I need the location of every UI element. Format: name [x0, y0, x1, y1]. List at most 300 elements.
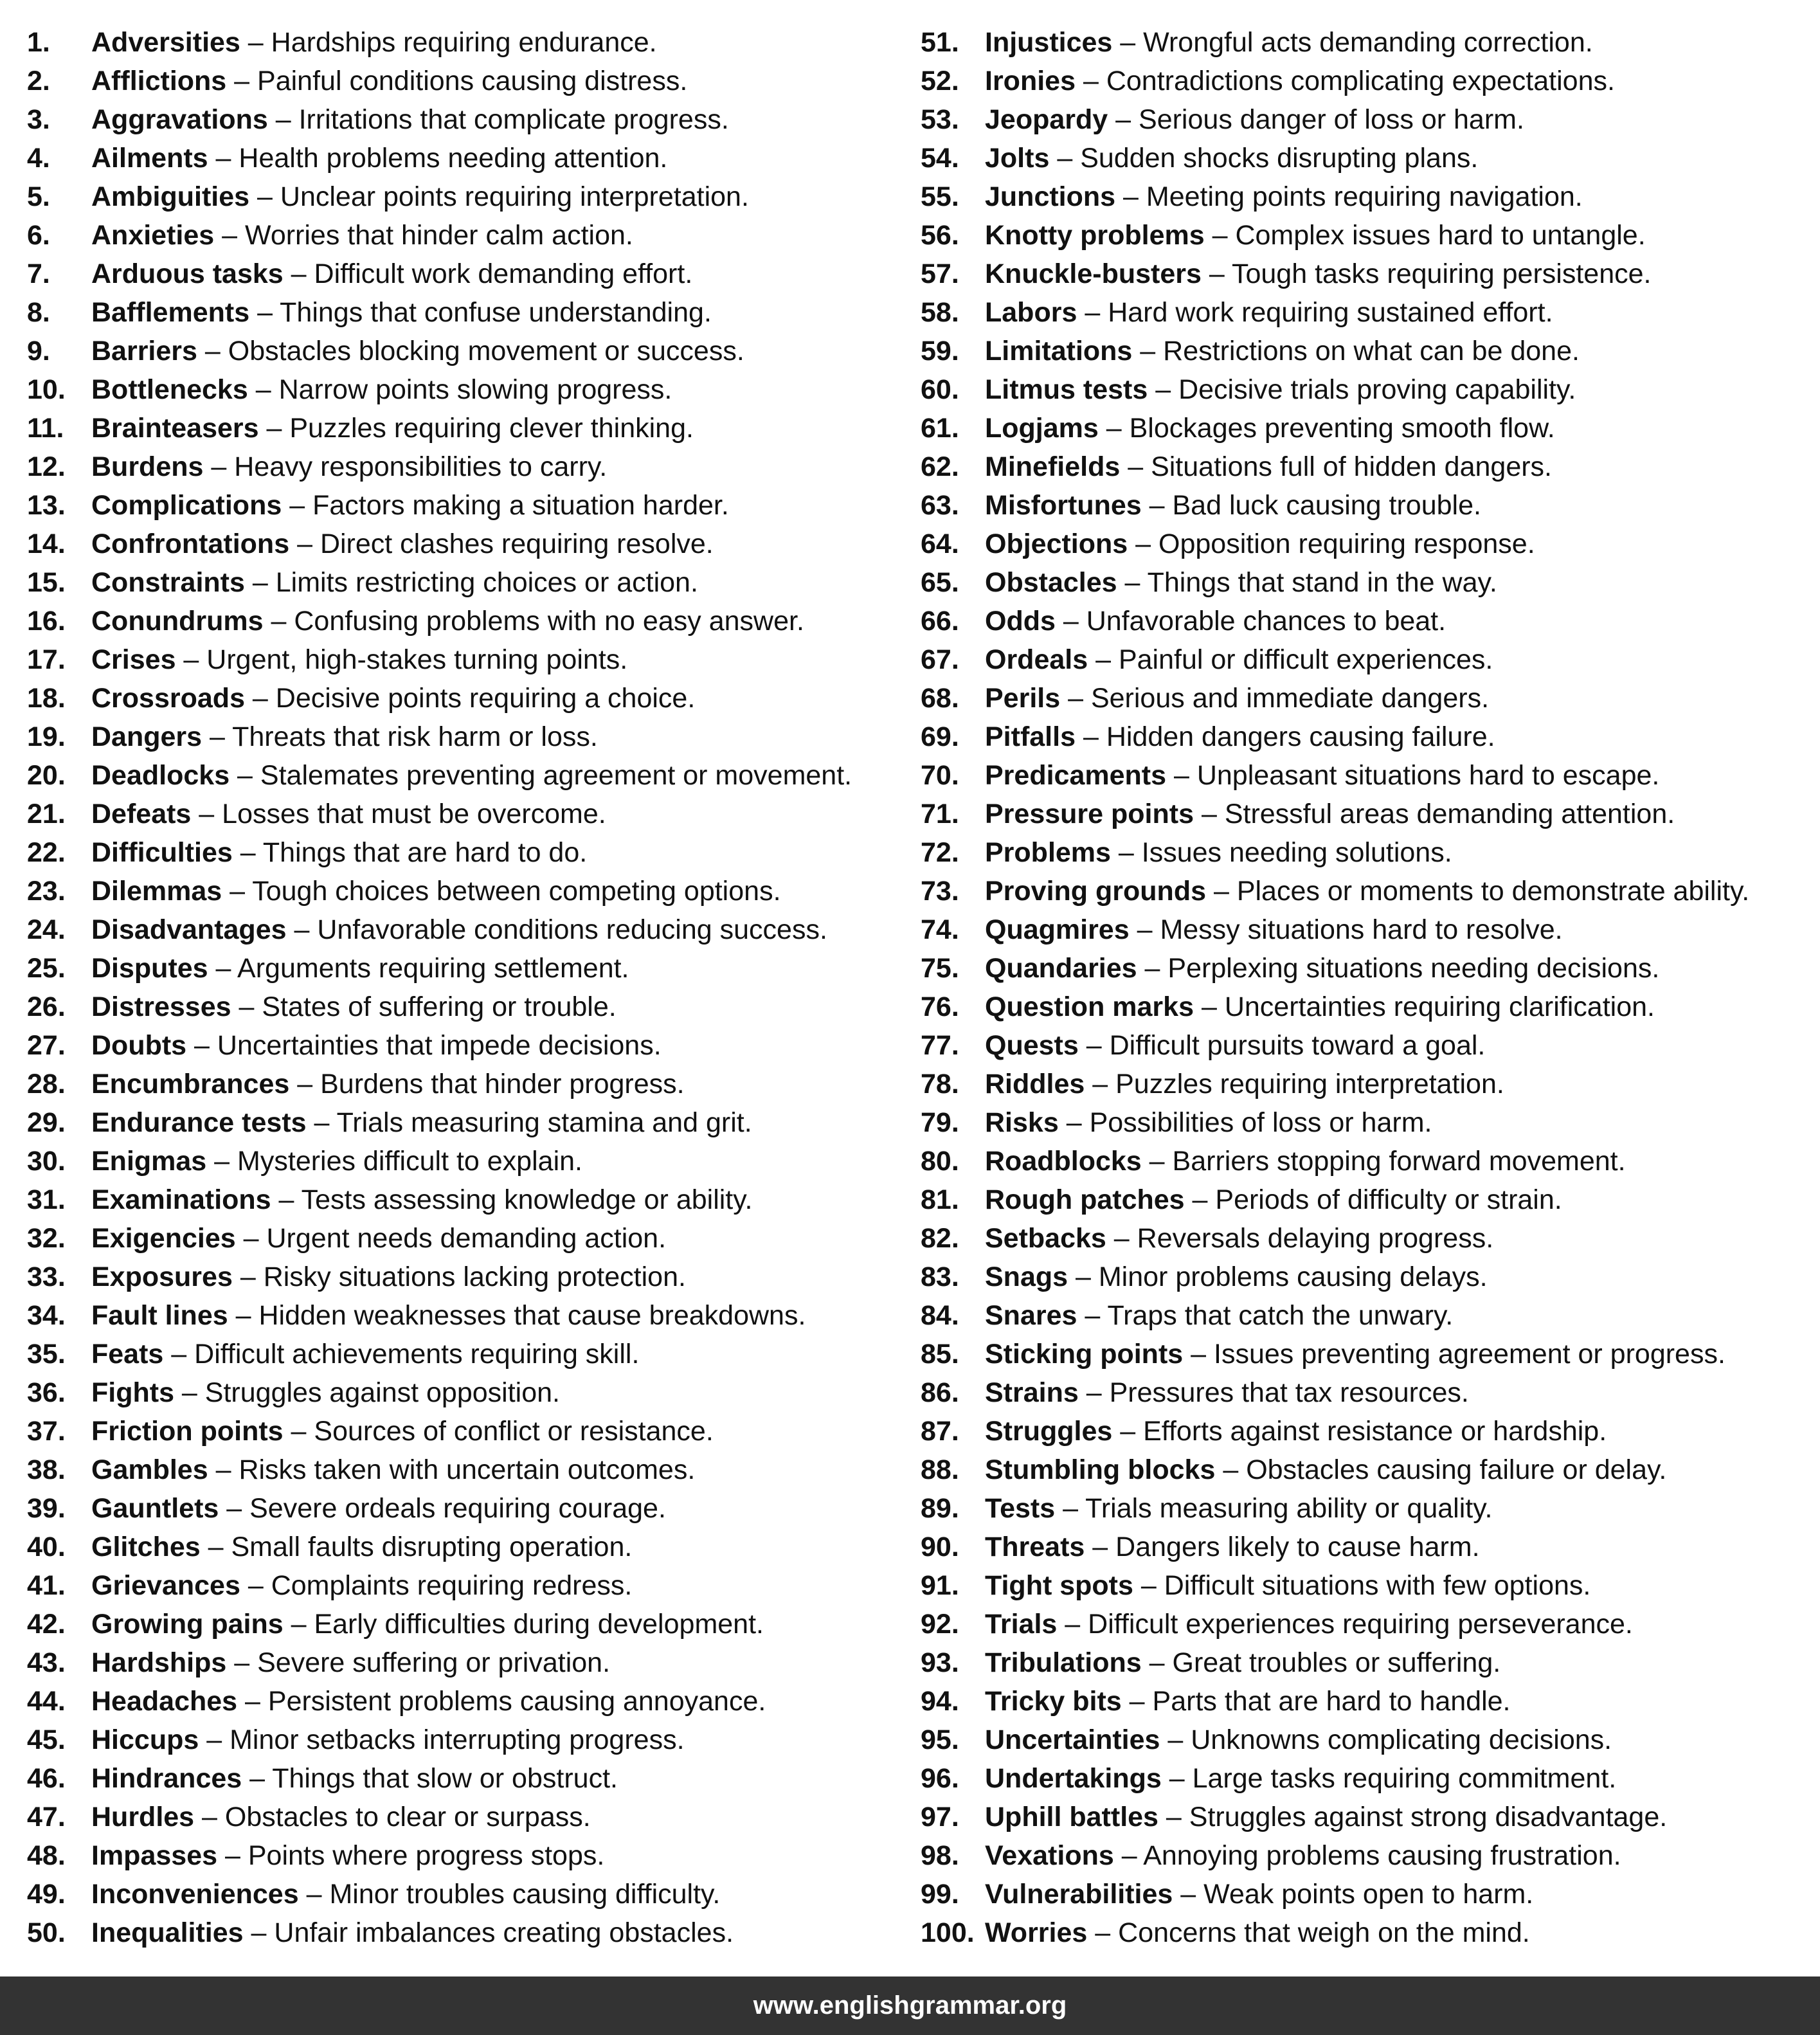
item-term: Strains	[985, 1377, 1079, 1408]
item-separator: –	[191, 799, 222, 829]
list-item	[27, 640, 914, 679]
item-separator: –	[1087, 1917, 1119, 1948]
item-separator: –	[1148, 374, 1179, 405]
item-separator: –	[199, 1724, 230, 1755]
list-item	[27, 100, 914, 139]
list-item	[27, 563, 914, 602]
item-number: 38.	[27, 1454, 66, 1485]
list-item	[921, 563, 1817, 602]
item-term: Dilemmas	[91, 876, 222, 907]
item-separator: –	[208, 1454, 239, 1485]
item-separator: –	[1173, 1879, 1204, 1910]
item-separator: –	[1077, 297, 1108, 328]
item-number: 10.	[27, 374, 66, 405]
list-item	[921, 216, 1817, 255]
item-definition: Urgent, high-stakes turning points.	[206, 644, 628, 675]
item-separator: –	[1055, 1493, 1086, 1524]
list-item	[921, 1065, 1817, 1103]
item-term: Jeopardy	[985, 104, 1108, 135]
item-definition: Worries that hinder calm action.	[245, 220, 633, 251]
item-number: 52.	[921, 66, 959, 96]
item-definition: Contradictions complicating expectations.	[1106, 66, 1615, 96]
item-separator: –	[231, 991, 262, 1022]
item-term: Tribulations	[985, 1647, 1142, 1678]
item-number: 71.	[921, 799, 959, 829]
item-number: 96.	[921, 1763, 959, 1794]
item-separator: –	[219, 1493, 250, 1524]
item-term: Ailments	[91, 143, 208, 174]
item-term: Perils	[985, 683, 1061, 714]
item-term: Tricky bits	[985, 1686, 1122, 1717]
item-term: Grievances	[91, 1570, 240, 1601]
item-number: 11.	[27, 413, 64, 444]
item-separator: –	[240, 27, 271, 58]
list-item	[921, 1026, 1817, 1065]
item-separator: –	[163, 1339, 195, 1370]
item-number: 74.	[921, 914, 959, 945]
item-separator: –	[289, 529, 320, 559]
item-term: Trials	[985, 1609, 1058, 1640]
list-item	[921, 1103, 1817, 1142]
item-number: 14.	[27, 529, 66, 559]
item-definition: Struggles against strong disadvantage.	[1189, 1802, 1668, 1832]
list-item	[27, 177, 914, 216]
item-term: Jolts	[985, 143, 1050, 174]
item-number: 3.	[27, 104, 50, 135]
item-term: Question marks	[985, 991, 1194, 1022]
item-number: 4.	[27, 143, 50, 174]
item-number: 68.	[921, 683, 959, 714]
item-term: Problems	[985, 837, 1111, 868]
item-number: 91.	[921, 1570, 959, 1601]
list-item	[921, 1721, 1817, 1759]
item-term: Injustices	[985, 27, 1113, 58]
list-item	[921, 1836, 1817, 1875]
item-separator: –	[282, 490, 313, 521]
list-item	[27, 1875, 914, 1913]
item-number: 99.	[921, 1879, 959, 1910]
item-number: 2.	[27, 66, 50, 96]
item-number: 63.	[921, 490, 959, 521]
item-definition: Unclear points requiring interpretation.	[280, 181, 749, 212]
item-term: Impasses	[91, 1840, 218, 1871]
item-number: 95.	[921, 1724, 959, 1755]
list-item	[921, 1142, 1817, 1180]
item-separator: –	[1078, 1030, 1110, 1061]
footer-website-url: www.englishgrammar.org	[753, 1991, 1067, 2020]
item-term: Fights	[91, 1377, 174, 1408]
item-number: 86.	[921, 1377, 959, 1408]
item-separator: –	[222, 876, 253, 907]
item-separator: –	[258, 413, 290, 444]
item-separator: –	[298, 1879, 330, 1910]
item-definition: Serious and immediate dangers.	[1090, 683, 1490, 714]
item-definition: Difficult work demanding effort.	[314, 258, 693, 289]
item-definition: Risks taken with uncertain outcomes.	[239, 1454, 696, 1485]
item-separator: –	[1112, 27, 1144, 58]
item-separator: –	[1057, 1609, 1088, 1640]
item-number: 9.	[27, 336, 50, 366]
item-term: Odds	[985, 606, 1056, 637]
item-separator: –	[1161, 1763, 1193, 1794]
item-term: Tests	[985, 1493, 1056, 1524]
item-term: Complications	[91, 490, 282, 521]
item-definition: Difficult achievements requiring skill.	[194, 1339, 640, 1370]
list-item	[27, 1451, 914, 1489]
list-item	[921, 1180, 1817, 1219]
item-number: 97.	[921, 1802, 959, 1832]
item-term: Hardships	[91, 1647, 227, 1678]
list-item	[921, 486, 1817, 525]
item-definition: Issues needing solutions.	[1141, 837, 1452, 868]
item-term: Quagmires	[985, 914, 1130, 945]
item-number: 19.	[27, 721, 66, 752]
list-item	[921, 370, 1817, 409]
item-number: 39.	[27, 1493, 66, 1524]
item-term: Predicaments	[985, 760, 1167, 791]
list-item	[27, 1335, 914, 1373]
list-item	[27, 718, 914, 756]
list-item	[921, 1258, 1817, 1296]
list-item	[27, 910, 914, 949]
item-number: 98.	[921, 1840, 959, 1871]
item-term: Risks	[985, 1107, 1059, 1138]
item-definition: Urgent needs demanding action.	[266, 1223, 667, 1254]
item-separator: –	[1133, 1570, 1164, 1601]
item-separator: –	[1055, 606, 1086, 637]
item-definition: Messy situations hard to resolve.	[1160, 914, 1563, 945]
item-number: 84.	[921, 1300, 959, 1331]
item-definition: Persistent problems causing annoyance.	[267, 1686, 766, 1717]
list-item	[27, 949, 914, 988]
item-term: Feats	[91, 1339, 164, 1370]
item-term: Exigencies	[91, 1223, 236, 1254]
item-term: Snags	[985, 1262, 1068, 1292]
item-definition: Pressures that tax resources.	[1109, 1377, 1469, 1408]
item-number: 59.	[921, 336, 959, 366]
list-item	[921, 1412, 1817, 1451]
item-number: 88.	[921, 1454, 959, 1485]
item-separator: –	[306, 1107, 337, 1138]
item-separator: –	[214, 220, 246, 251]
list-item	[921, 949, 1817, 988]
item-definition: Puzzles requiring clever thinking.	[289, 413, 694, 444]
item-number: 83.	[921, 1262, 959, 1292]
item-number: 16.	[27, 606, 66, 637]
list-item	[27, 1528, 914, 1566]
item-definition: Mysteries difficult to explain.	[237, 1146, 582, 1177]
item-term: Junctions	[985, 181, 1116, 212]
list-item	[27, 1489, 914, 1528]
item-term: Barriers	[91, 336, 197, 366]
item-separator: –	[1085, 1532, 1116, 1562]
item-definition: Confusing problems with no easy answer.	[294, 606, 804, 637]
item-number: 82.	[921, 1223, 959, 1254]
item-separator: –	[1110, 837, 1142, 868]
item-term: Stumbling blocks	[985, 1454, 1216, 1485]
list-item	[921, 1373, 1817, 1412]
word-list-left-column	[27, 23, 914, 1952]
list-item	[27, 795, 914, 833]
item-term: Disadvantages	[91, 914, 287, 945]
item-separator: –	[206, 1146, 238, 1177]
item-separator: –	[248, 374, 279, 405]
item-term: Examinations	[91, 1184, 271, 1215]
item-number: 92.	[921, 1609, 959, 1640]
item-number: 67.	[921, 644, 959, 675]
item-separator: –	[243, 1917, 275, 1948]
item-term: Bottlenecks	[91, 374, 248, 405]
item-term: Exposures	[91, 1262, 233, 1292]
item-number: 20.	[27, 760, 66, 791]
list-item	[27, 1643, 914, 1682]
item-number: 8.	[27, 297, 50, 328]
item-term: Undertakings	[985, 1763, 1162, 1794]
item-term: Disputes	[91, 953, 208, 984]
item-number: 12.	[27, 451, 66, 482]
item-term: Burdens	[91, 451, 204, 482]
item-number: 31.	[27, 1184, 66, 1215]
item-term: Knotty problems	[985, 220, 1205, 251]
item-term: Hindrances	[91, 1763, 242, 1794]
item-definition: Barriers stopping forward movement.	[1172, 1146, 1626, 1177]
item-term: Endurance tests	[91, 1107, 307, 1138]
item-term: Crossroads	[91, 683, 245, 714]
list-item	[27, 1798, 914, 1836]
list-item	[27, 1296, 914, 1335]
item-definition: Unfavorable conditions reducing success.	[317, 914, 827, 945]
item-definition: Complex issues hard to untangle.	[1235, 220, 1646, 251]
item-definition: Wrongful acts demanding correction.	[1143, 27, 1593, 58]
list-item	[921, 62, 1817, 100]
list-item	[921, 988, 1817, 1026]
item-definition: States of suffering or trouble.	[262, 991, 617, 1022]
item-separator: –	[226, 66, 258, 96]
list-item	[27, 1373, 914, 1412]
item-separator: –	[1058, 1107, 1090, 1138]
word-list-right-column	[921, 23, 1817, 1952]
item-definition: Restrictions on what can be done.	[1163, 336, 1580, 366]
item-separator: –	[249, 297, 280, 328]
item-separator: –	[1098, 413, 1130, 444]
item-definition: Severe ordeals requiring courage.	[249, 1493, 666, 1524]
item-definition: Difficult pursuits toward a goal.	[1109, 1030, 1486, 1061]
item-number: 22.	[27, 837, 66, 868]
list-item	[27, 1412, 914, 1451]
item-definition: Obstacles causing failure or delay.	[1246, 1454, 1667, 1485]
list-item	[921, 1451, 1817, 1489]
item-definition: Situations full of hidden dangers.	[1151, 451, 1552, 482]
item-term: Growing pains	[91, 1609, 284, 1640]
list-item	[27, 1721, 914, 1759]
item-term: Knuckle-busters	[985, 258, 1202, 289]
item-term: Snares	[985, 1300, 1077, 1331]
list-item	[27, 1258, 914, 1296]
item-term: Fault lines	[91, 1300, 228, 1331]
item-term: Litmus tests	[985, 374, 1148, 405]
item-definition: Minor setbacks interrupting progress.	[230, 1724, 685, 1755]
item-term: Inequalities	[91, 1917, 244, 1948]
item-definition: Direct clashes requiring resolve.	[320, 529, 714, 559]
item-term: Confrontations	[91, 529, 290, 559]
item-separator: –	[242, 1763, 273, 1794]
list-item	[921, 910, 1817, 949]
list-item	[921, 332, 1817, 370]
list-item	[27, 23, 914, 62]
item-number: 30.	[27, 1146, 66, 1177]
item-separator: –	[1121, 1686, 1153, 1717]
item-definition: Dangers likely to cause harm.	[1115, 1532, 1480, 1562]
item-number: 26.	[27, 991, 66, 1022]
item-separator: –	[230, 760, 260, 791]
item-definition: Unknowns complicating decisions.	[1191, 1724, 1612, 1755]
item-definition: Health problems needing attention.	[239, 143, 668, 174]
item-separator: –	[232, 837, 263, 868]
list-item	[921, 1219, 1817, 1258]
list-item	[27, 833, 914, 872]
item-number: 1.	[27, 27, 50, 58]
item-separator: –	[1194, 799, 1225, 829]
item-number: 89.	[921, 1493, 959, 1524]
list-item	[27, 139, 914, 177]
item-definition: Losses that must be overcome.	[222, 799, 606, 829]
item-definition: Periods of difficulty or strain.	[1215, 1184, 1562, 1215]
item-separator: –	[1204, 220, 1236, 251]
item-term: Proving grounds	[985, 876, 1206, 907]
item-number: 36.	[27, 1377, 66, 1408]
item-definition: Points where progress stops.	[248, 1840, 605, 1871]
list-item	[921, 1875, 1817, 1913]
list-item	[27, 872, 914, 910]
list-item	[27, 448, 914, 486]
item-separator: –	[217, 1840, 248, 1871]
list-item	[921, 177, 1817, 216]
item-number: 29.	[27, 1107, 66, 1138]
item-separator: –	[1106, 1223, 1137, 1254]
item-number: 46.	[27, 1763, 66, 1794]
item-separator: –	[1194, 991, 1225, 1022]
item-definition: Unpleasant situations hard to escape.	[1196, 760, 1660, 791]
item-term: Glitches	[91, 1532, 201, 1562]
item-term: Logjams	[985, 413, 1099, 444]
item-term: Worries	[985, 1917, 1088, 1948]
list-item	[921, 833, 1817, 872]
item-separator: –	[1113, 1840, 1144, 1871]
item-number: 40.	[27, 1532, 66, 1562]
item-term: Roadblocks	[985, 1146, 1142, 1177]
list-item	[27, 486, 914, 525]
item-term: Labors	[985, 297, 1077, 328]
item-definition: Arguments requiring settlement.	[237, 953, 629, 984]
item-separator: –	[235, 1223, 267, 1254]
item-number: 17.	[27, 644, 66, 675]
list-item	[921, 1913, 1817, 1952]
list-item	[921, 255, 1817, 293]
item-number: 72.	[921, 837, 959, 868]
item-term: Vexations	[985, 1840, 1114, 1871]
item-definition: Tough tasks requiring persistence.	[1231, 258, 1652, 289]
item-separator: –	[1077, 1300, 1108, 1331]
item-definition: Minor troubles causing difficulty.	[329, 1879, 721, 1910]
item-definition: Narrow points slowing progress.	[278, 374, 672, 405]
item-separator: –	[1076, 66, 1106, 96]
list-item	[27, 1759, 914, 1798]
item-definition: Uncertainties that impede decisions.	[217, 1030, 662, 1061]
item-number: 41.	[27, 1570, 66, 1601]
item-separator: –	[232, 1262, 264, 1292]
item-definition: Painful or difficult experiences.	[1118, 644, 1493, 675]
item-term: Quandaries	[985, 953, 1137, 984]
item-separator: –	[283, 1416, 314, 1447]
item-number: 37.	[27, 1416, 66, 1447]
item-separator: –	[1201, 258, 1232, 289]
item-number: 5.	[27, 181, 50, 212]
item-term: Minefields	[985, 451, 1121, 482]
item-term: Doubts	[91, 1030, 187, 1061]
item-definition: Limits restricting choices or action.	[275, 567, 698, 598]
item-definition: Things that stand in the way.	[1147, 567, 1497, 598]
item-separator: –	[228, 1300, 259, 1331]
item-number: 24.	[27, 914, 66, 945]
list-item	[921, 872, 1817, 910]
item-number: 54.	[921, 143, 959, 174]
item-separator: –	[271, 1184, 302, 1215]
item-definition: Annoying problems causing frustration.	[1143, 1840, 1621, 1871]
item-term: Encumbrances	[91, 1069, 290, 1099]
item-separator: –	[1120, 451, 1151, 482]
item-number: 35.	[27, 1339, 66, 1370]
list-item	[27, 62, 914, 100]
item-separator: –	[244, 683, 276, 714]
item-separator: –	[1141, 1647, 1173, 1678]
item-number: 93.	[921, 1647, 959, 1678]
item-term: Aggravations	[91, 104, 268, 135]
item-term: Hiccups	[91, 1724, 199, 1755]
item-definition: Hard work requiring sustained effort.	[1108, 297, 1553, 328]
list-item	[921, 1528, 1817, 1566]
item-number: 45.	[27, 1724, 66, 1755]
list-item	[921, 139, 1817, 177]
list-item	[921, 795, 1817, 833]
list-item	[921, 1605, 1817, 1643]
item-definition: Difficult situations with few options.	[1164, 1570, 1591, 1601]
item-term: Ironies	[985, 66, 1076, 96]
item-definition: Sources of conflict or resistance.	[314, 1416, 714, 1447]
item-number: 100.	[921, 1917, 975, 1948]
list-item	[921, 448, 1817, 486]
item-definition: Minor problems causing delays.	[1098, 1262, 1488, 1292]
item-number: 80.	[921, 1146, 959, 1177]
item-term: Adversities	[91, 27, 240, 58]
item-separator: –	[1085, 1069, 1116, 1099]
item-separator: –	[1137, 953, 1168, 984]
item-definition: Factors making a situation harder.	[312, 490, 729, 521]
item-definition: Parts that are hard to handle.	[1152, 1686, 1511, 1717]
item-number: 48.	[27, 1840, 66, 1871]
item-number: 62.	[921, 451, 959, 482]
item-separator: –	[267, 104, 299, 135]
list-item	[921, 1489, 1817, 1528]
item-number: 75.	[921, 953, 959, 984]
list-item	[921, 602, 1817, 640]
item-separator: –	[1108, 104, 1139, 135]
item-separator: –	[202, 721, 233, 752]
item-separator: –	[1117, 567, 1148, 598]
item-number: 44.	[27, 1686, 66, 1717]
item-term: Rough patches	[985, 1184, 1185, 1215]
item-number: 50.	[27, 1917, 66, 1948]
item-definition: Burdens that hinder progress.	[320, 1069, 685, 1099]
